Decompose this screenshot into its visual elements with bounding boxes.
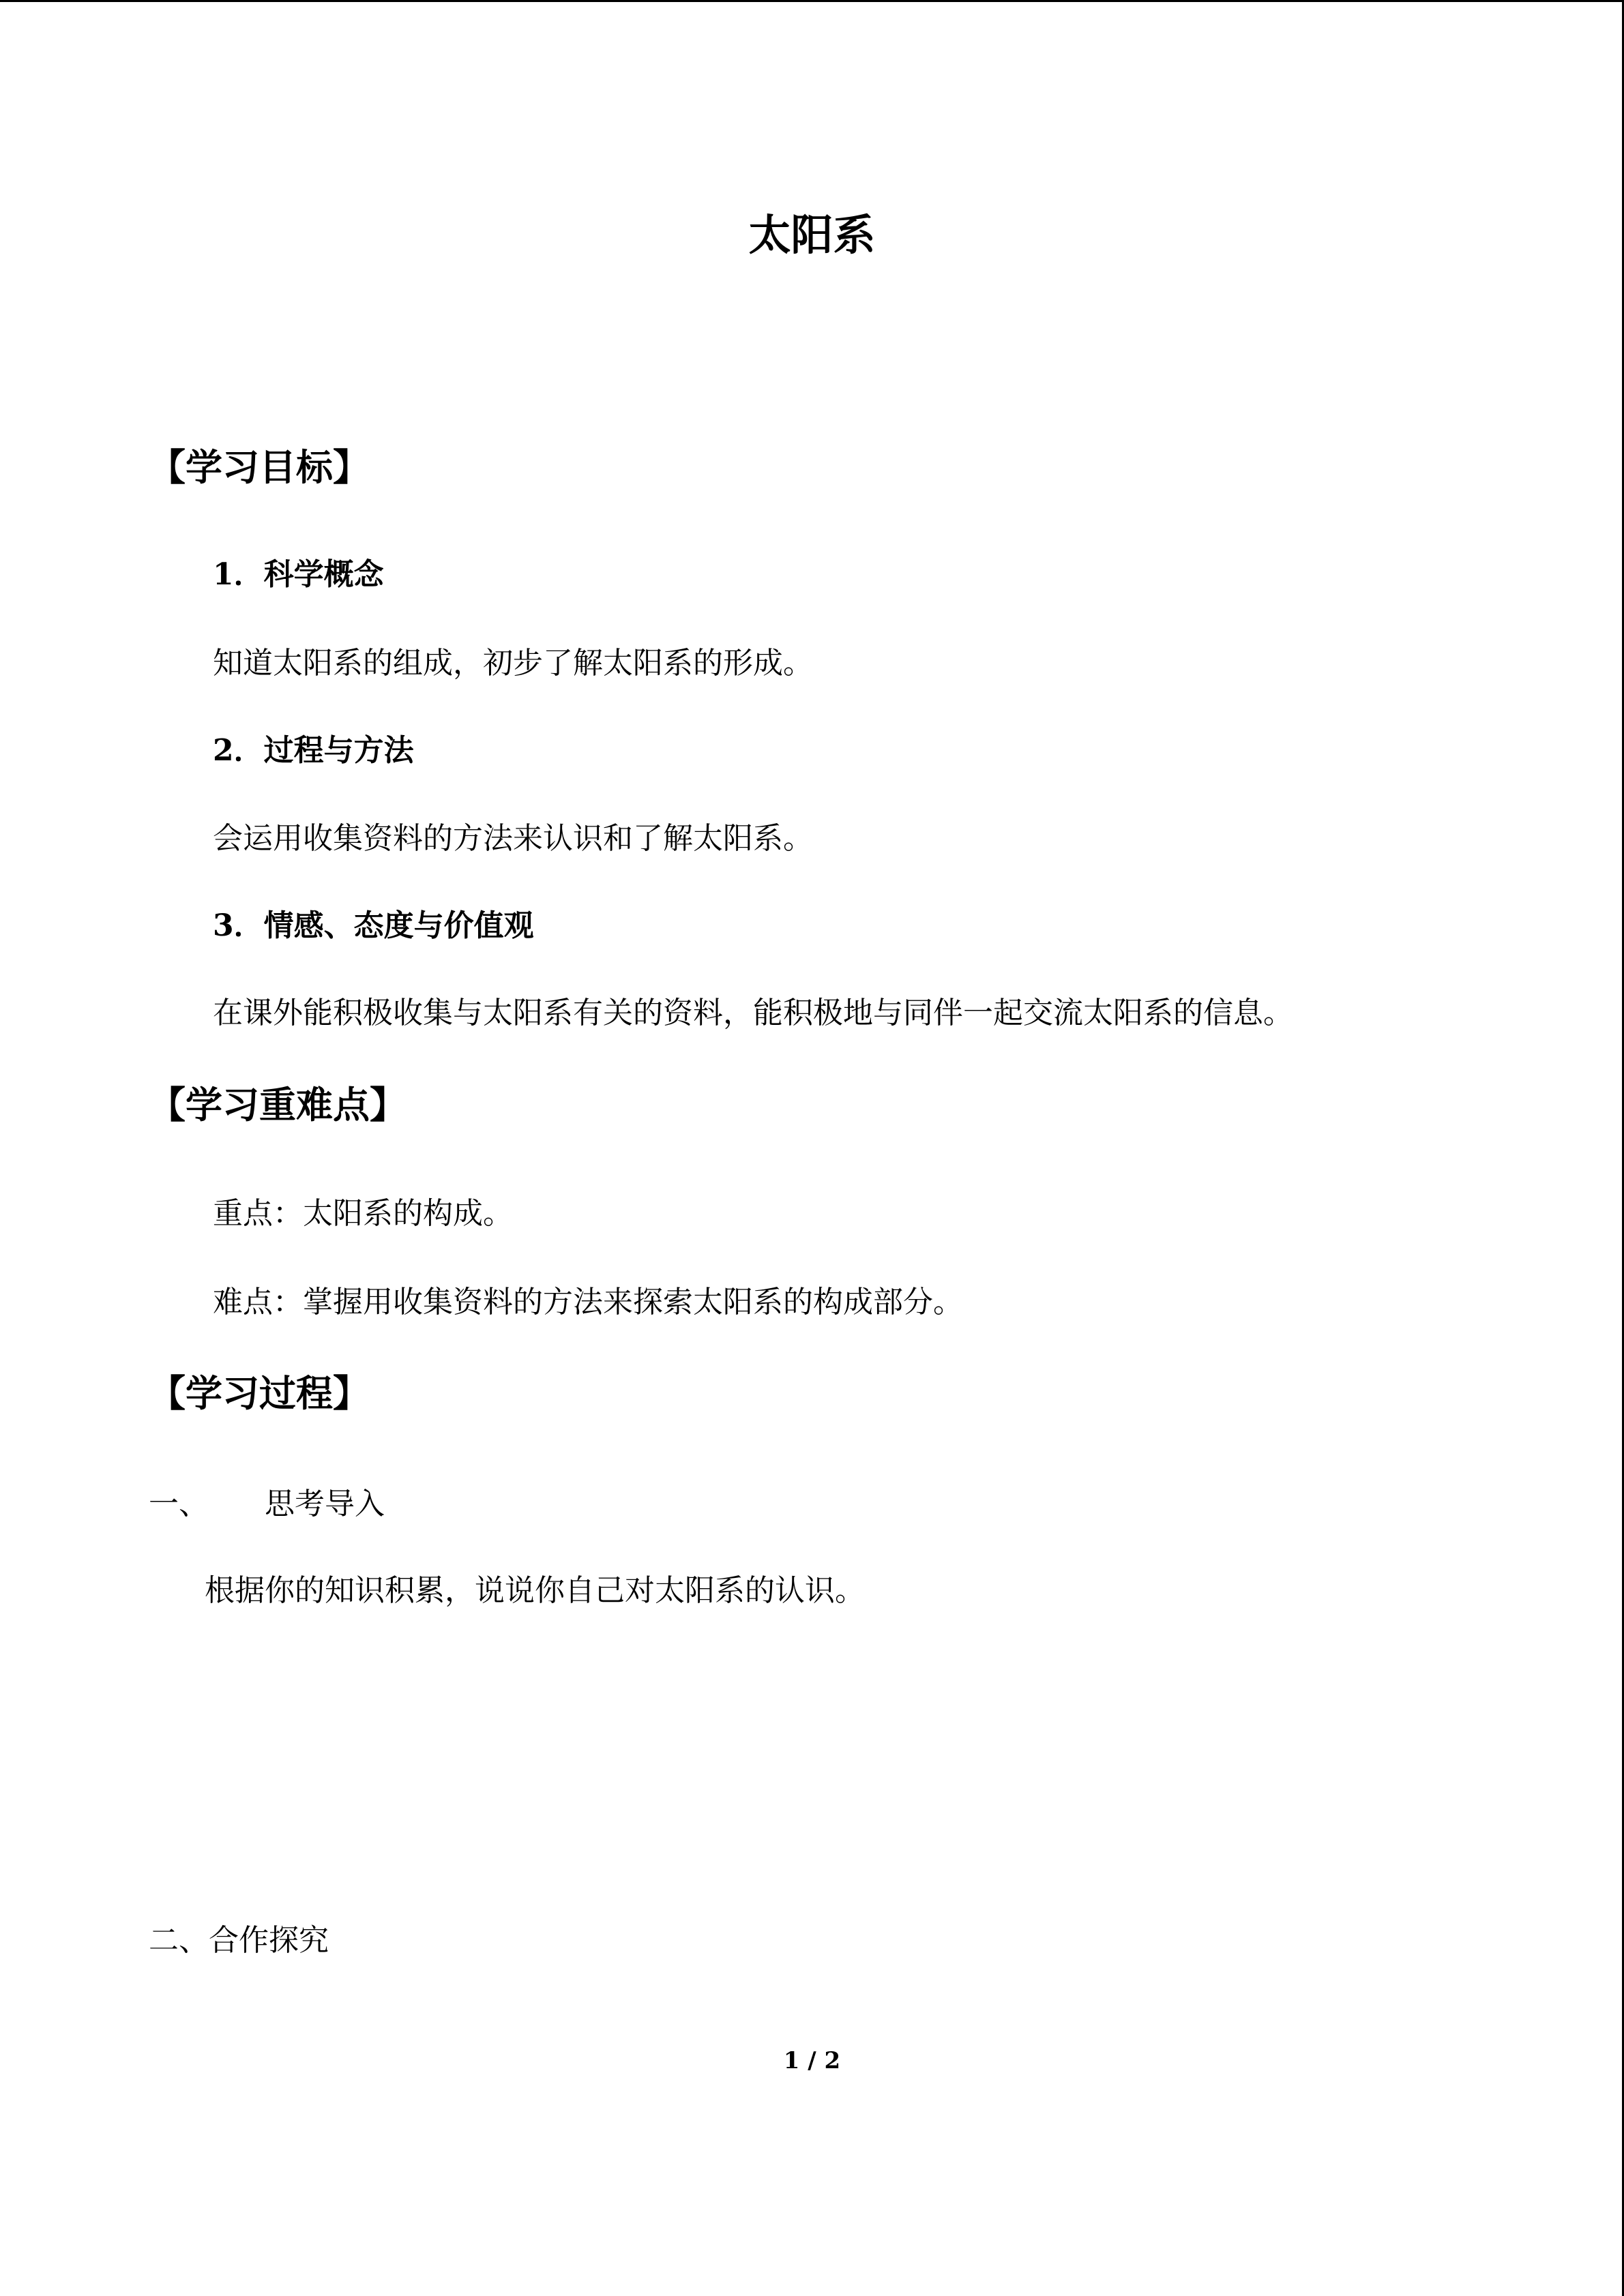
section-heading-process: 【学习过程】 bbox=[149, 1371, 370, 1415]
objective-text-3: 在课外能积极收集与太阳系有关的资料，能积极地与同伴一起交流太阳系的信息。 bbox=[213, 996, 1293, 1030]
section-heading-objectives: 【学习目标】 bbox=[149, 445, 370, 489]
process-step-1-title: 思考导入 bbox=[265, 1487, 385, 1521]
key-point-text: 重点：太阳系的构成。 bbox=[213, 1196, 513, 1231]
difficulty-text: 难点：掌握用收集资料的方法来探索太阳系的构成部分。 bbox=[213, 1285, 963, 1320]
process-step-1 bbox=[149, 1485, 385, 1523]
process-step-1-marker: 一、 bbox=[149, 1487, 209, 1521]
objective-heading-2: 2．过程与方法 bbox=[213, 733, 414, 768]
process-step-2-title: 二、合作探究 bbox=[149, 1923, 329, 1958]
page-border-top bbox=[0, 0, 1624, 2]
section-heading-key-points: 【学习重难点】 bbox=[149, 1083, 407, 1127]
process-step-1-text: 根据你的知识积累，说说你自己对太阳系的认识。 bbox=[205, 1573, 865, 1608]
document-title: 太阳系 bbox=[748, 210, 876, 260]
page-number: 1 / 2 bbox=[783, 2047, 841, 2074]
objective-heading-1: 1．科学概念 bbox=[213, 557, 384, 592]
objective-text-2: 会运用收集资料的方法来认识和了解太阳系。 bbox=[213, 821, 813, 856]
objective-heading-3: 3．情感、态度与价值观 bbox=[213, 908, 534, 943]
objective-text-1: 知道太阳系的组成，初步了解太阳系的形成。 bbox=[213, 646, 813, 681]
